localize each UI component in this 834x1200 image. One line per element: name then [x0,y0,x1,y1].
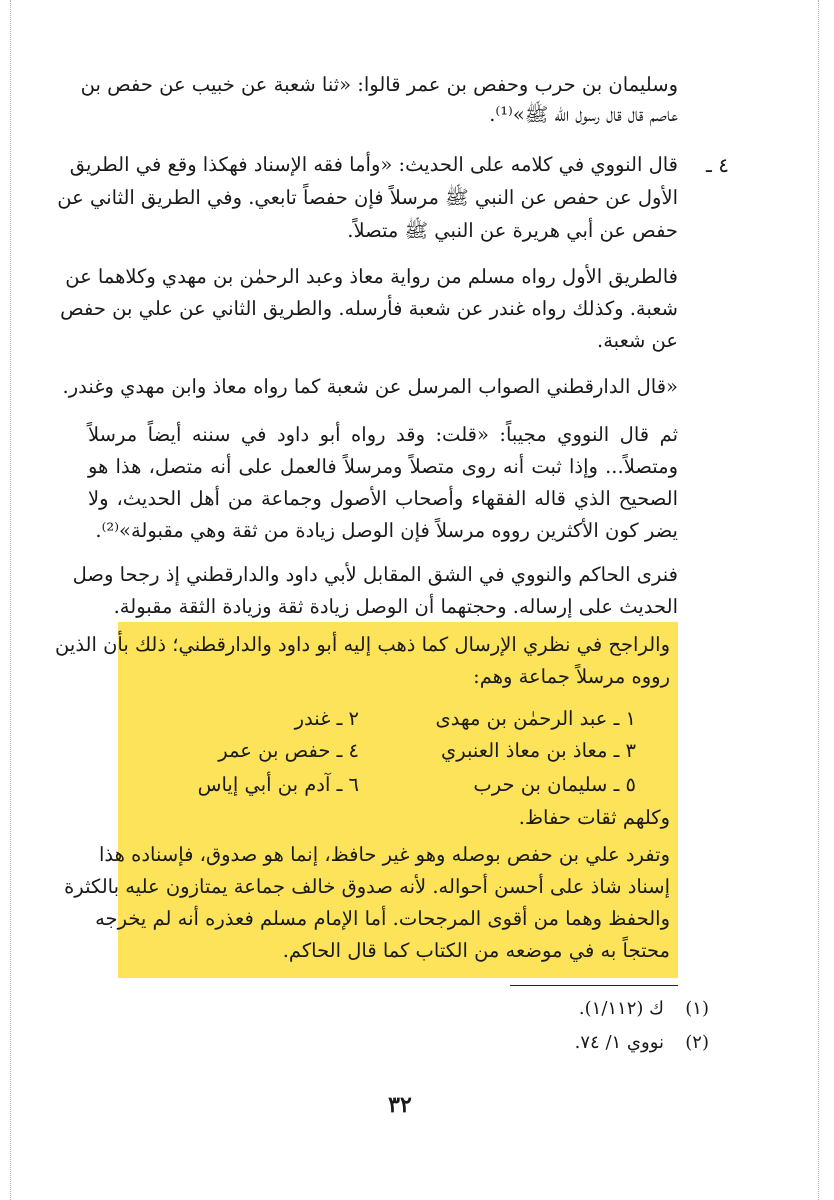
narrator-item: ١ ـ عبد الرحمٰن بن مهدى [435,707,636,730]
text-line: الحديث على إرساله. وحجتهما أن الوصل زيادة ثقة وزيادة الثقة مقبولة. [113,595,678,618]
highlight-line: والراجح في نظري الإرسال كما ذهب إليه أبو داود والدارقطني؛ ذلك بأن الذين [55,633,670,656]
highlight-line: والحفظ وهما من أقوى المرجحات. أما الإمام مسلم فعذره أنه لم يخرجه [95,907,670,930]
page-number: ٣٢ [388,1092,412,1118]
text-line: فنرى الحاكم والنووي في الشق المقابل لأبي داود والدارقطني إذ رجحا وصل [72,563,678,586]
text-line: شعبة. وكذلك رواه غندر عن شعبة فأرسله. والطريق الثاني عن علي بن حفص [60,297,678,320]
highlight-line: وكلهم ثقات حفاظ. [518,806,670,829]
text-line: الأول عن حفص عن النبي ﷺ مرسلاً فإن حفصاً تابعي. وفي الطريق الثاني عن [57,186,678,209]
item-number: ٤ ـ [706,153,729,177]
text-line: الصحيح الذي قاله الفقهاء وأصحاب الأصول وجماعة من أهل الحديث، ولا [88,487,678,510]
footnote-text: ك (١/١١٢). [578,998,664,1019]
text-line: عن شعبة. [597,329,678,352]
left-scan-edge [10,0,11,1200]
narrator-item: ٥ ـ سليمان بن حرب [473,773,636,796]
text-line: عاصم قال قال رسول الله ﷺ»⁽¹⁾. [489,103,678,126]
text-line: يضر كون الأكثرين رووه مرسلاً فإن الوصل زيادة من ثقة وهي مقبولة»⁽²⁾. [95,519,678,542]
right-scan-edge [818,0,819,1200]
highlight-line: إسناد شاذ على أحسن أحواله. لأنه صدوق خالف جماعة يمتازون عليه بالكثرة [64,875,670,898]
narrator-item: ٤ ـ حفص بن عمر [218,739,359,762]
text-line: حفص عن أبي هريرة عن النبي ﷺ متصلاً. [347,219,678,242]
text-line: ومتصلاً... وإذا ثبت أنه روى متصلاً ومرسلاً فالعمل على أنه متصل، هذا هو [88,455,678,478]
footnote-marker: (١) [685,998,709,1019]
highlight-line: محتجاً به في موضعه من الكتاب كما قال الحاكم. [282,939,670,962]
text-line: وسليمان بن حرب وحفص بن عمر قالوا: «ثنا شعبة عن خبيب عن حفص بن [80,73,678,96]
highlight-line: وتفرد علي بن حفص بوصله وهو غير حافظ، إنما هو صدوق، فإسناده هذا [99,843,670,866]
footnote-separator [510,985,678,986]
text-line: ثم قال النووي مجيباً: «قلت: وقد رواه أبو داود في سننه أيضاً مرسلاً [88,423,678,446]
text-line: «قال الدارقطني الصواب المرسل عن شعبة كما رواه معاذ وابن مهدي وغندر. [62,375,678,398]
text-line: قال النووي في كلامه على الحديث: «وأما فقه الإسناد فهكذا وقع في الطريق [69,153,678,176]
footnote-marker: (٢) [685,1032,709,1053]
footnote-text: نووي ١/ ٧٤. [574,1032,664,1053]
text-line: فالطريق الأول رواه مسلم من رواية معاذ وعبد الرحمٰن بن مهدي وكلاهما عن [65,265,678,288]
highlight-line: رووه مرسلاً جماعة وهم: [473,665,670,688]
narrator-item: ٣ ـ معاذ بن معاذ العنبري [441,739,636,762]
narrator-item: ٢ ـ غندر [294,707,359,730]
narrator-item: ٦ ـ آدم بن أبي إياس [197,773,359,796]
